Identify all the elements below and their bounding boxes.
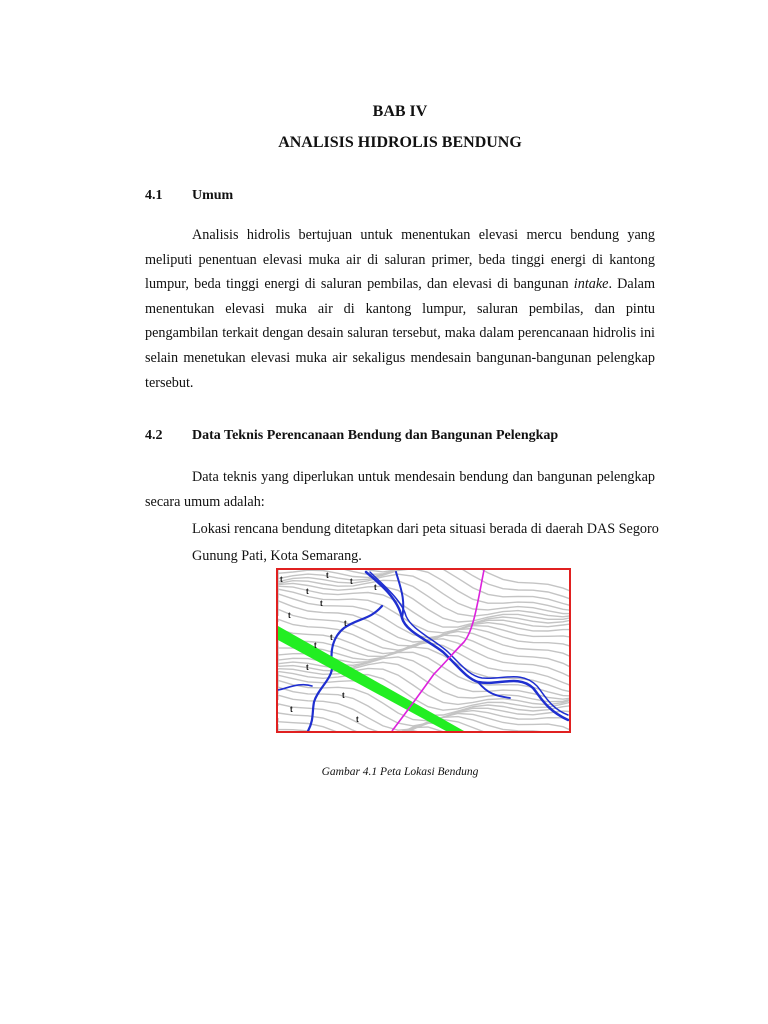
svg-text:t: t <box>288 611 291 620</box>
svg-text:t: t <box>320 599 323 608</box>
location-map <box>278 570 569 731</box>
paragraph-umum-text-1: Analisis hidrolis bertujuan untuk menentukan elevasi mercu bendung yang meliputi penentuan elevasi muka air di saluran primer, beda tinggi energi di kantong lumpur, beda tinggi energi di saluran pembilas, dan elevasi di bangunan <box>145 227 655 293</box>
chapter-title: ANALISIS HIDROLIS BENDUNG <box>278 134 522 151</box>
figure-caption: Gambar 4.1 Peta Lokasi Bendung <box>321 766 479 778</box>
section-title-umum: Umum <box>192 188 234 203</box>
section-title-data-teknis: Data Teknis Perencanaan Bendung dan Bangunan Pelengkap <box>192 428 559 443</box>
svg-text:t: t <box>306 587 309 596</box>
svg-text:t: t <box>326 571 329 580</box>
chapter-heading: BAB IV <box>372 103 428 120</box>
svg-text:t: t <box>306 663 309 672</box>
paragraph-umum-italic: intake <box>573 276 609 293</box>
svg-text:t: t <box>350 577 353 586</box>
svg-text:t: t <box>330 633 333 642</box>
svg-text:t: t <box>314 641 317 650</box>
paragraph-umum-text-2: . Dalam menentukan elevasi muka air di kantong lumpur, saluran pembilas, dan pintu pengambilan terkait dengan desain saluran tersebut, maka dalam perencanaan hidrolis ini selain menetukan elevasi muka air sekaligus mendesain bangunan-bangunan pelengkap tersebut. <box>145 276 655 391</box>
contour-line <box>278 671 569 710</box>
section-number-4-2: 4.2 <box>145 428 163 443</box>
map-contours <box>278 570 569 731</box>
location-map-figure <box>276 568 571 733</box>
section-number-4-1: 4.1 <box>145 188 163 203</box>
svg-text:t: t <box>374 583 377 592</box>
svg-text:t: t <box>344 619 347 628</box>
paragraph-umum <box>145 223 655 395</box>
svg-text:t: t <box>280 575 283 584</box>
svg-text:t: t <box>342 691 345 700</box>
svg-text:t: t <box>290 705 293 714</box>
paragraph-data-teknis <box>145 465 655 514</box>
paragraph-data-teknis-text: Data teknis yang diperlukan untuk mendesain bendung dan bangunan pelengkap secara umum adalah: <box>145 469 655 510</box>
location-item: Lokasi rencana bendung ditetapkan dari peta situasi berada di daerah DAS Segoro Gunung Pati, Kota Semarang. <box>192 521 659 564</box>
svg-text:t: t <box>356 715 359 724</box>
